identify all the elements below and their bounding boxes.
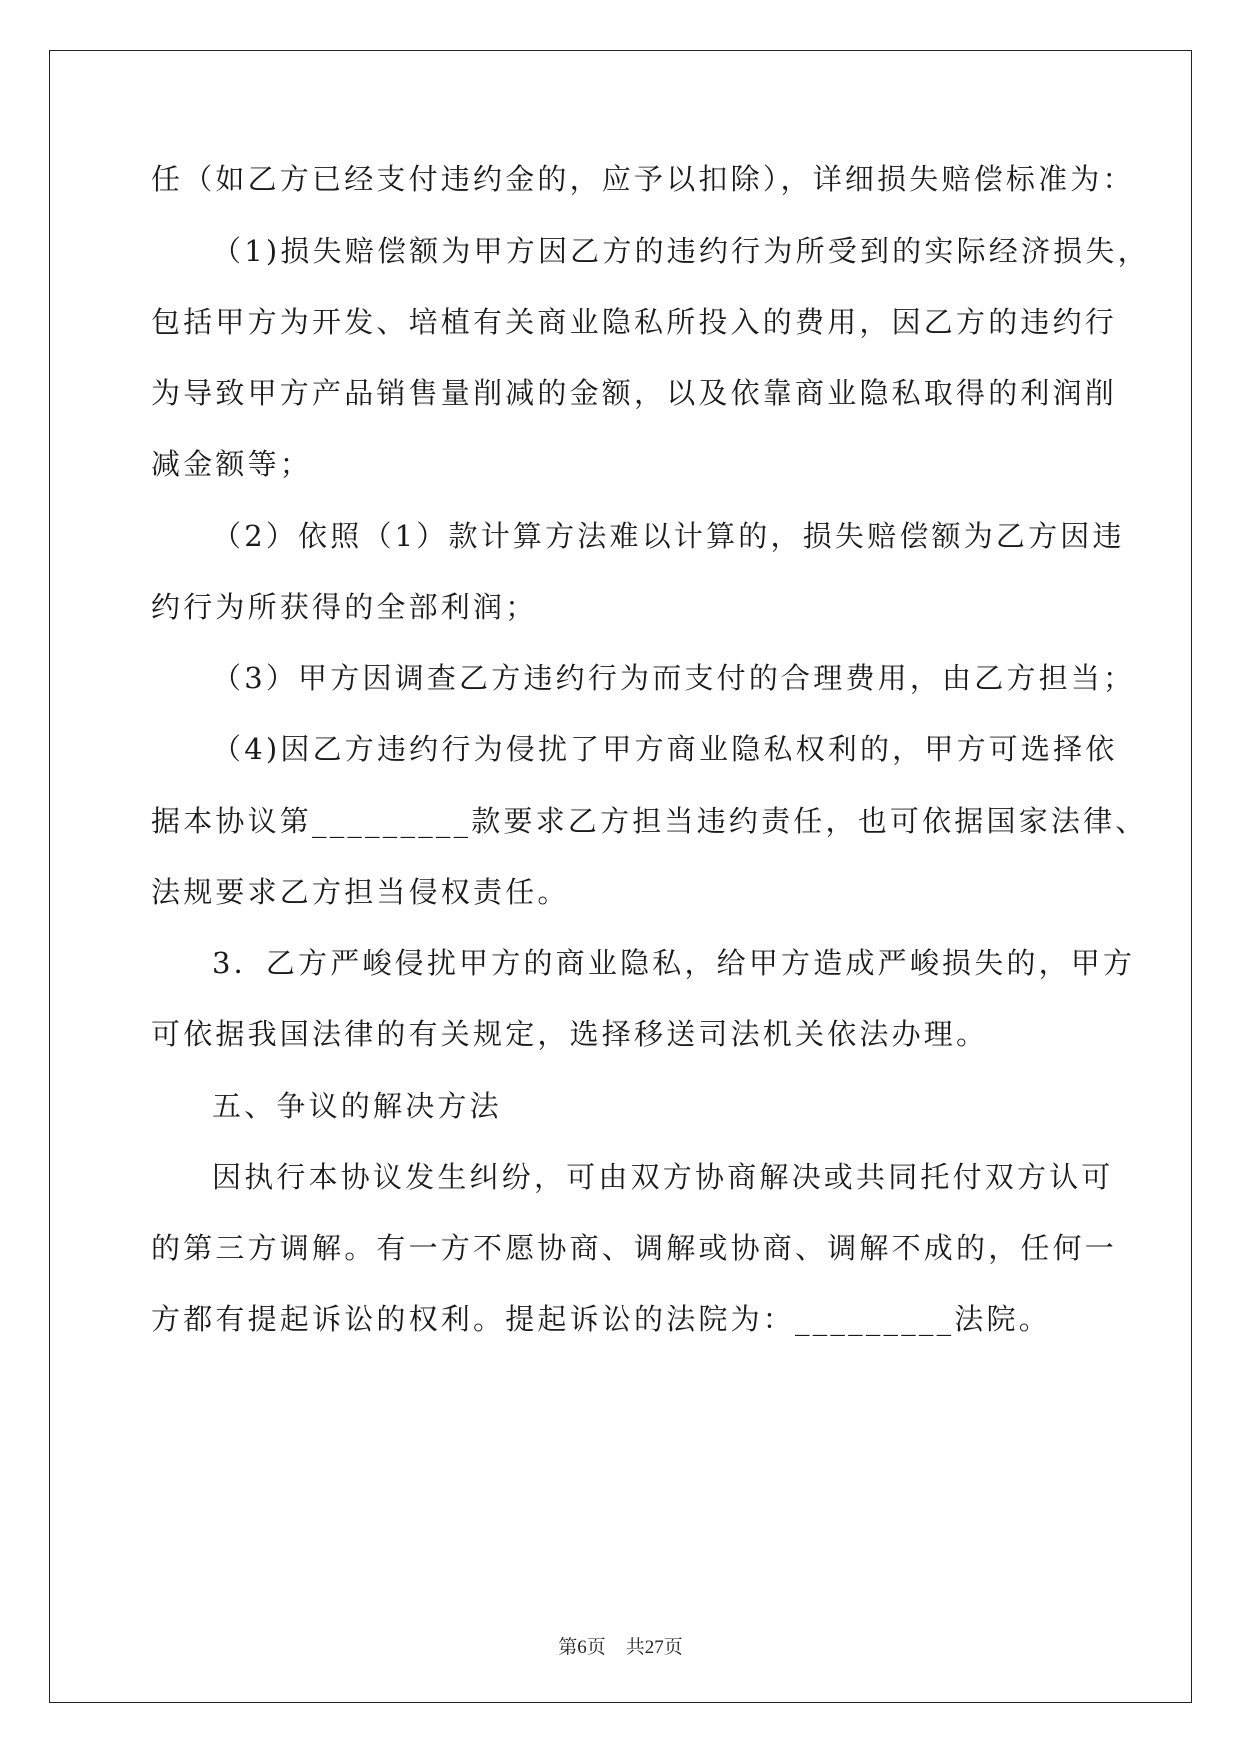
paragraph-line: 方都有提起诉讼的权利。提起诉讼的法院为：_________法院。 xyxy=(151,1302,1051,1336)
paragraph-line: 任（如乙方已经支付违约金的，应予以扣除），详细损失赔偿标准为： xyxy=(151,162,1135,196)
paragraph-line: 3．乙方严峻侵扰甲方的商业隐私，给甲方造成严峻损失的，甲方 xyxy=(212,946,1136,980)
paragraph-line: 为导致甲方产品销售量削减的金额，以及依靠商业隐私取得的利润削 xyxy=(151,376,1118,410)
paragraph-line: 包括甲方为开发、培植有关商业隐私所投入的费用，因乙方的违约行 xyxy=(151,305,1118,339)
paragraph-line: 可依据我国法律的有关规定，选择移送司法机关依法办理。 xyxy=(151,1017,989,1051)
paragraph-line: （1)损失赔偿额为甲方因乙方的违约行为所受到的实际经济损失， xyxy=(212,234,1150,268)
total-page-count: 共27页 xyxy=(625,1637,683,1658)
paragraph-line: 减金额等； xyxy=(151,447,313,481)
section-heading: 五、争议的解决方法 xyxy=(212,1089,502,1123)
paragraph-line: （4)因乙方违约行为侵扰了甲方商业隐私权利的，甲方可选择依 xyxy=(212,732,1118,766)
page-footer xyxy=(0,1632,1241,1659)
paragraph-line: 因执行本协议发生纠纷，可由双方协商解决或共同托付双方认可 xyxy=(212,1160,1114,1194)
paragraph-line: 的第三方调解。有一方不愿协商、调解或协商、调解不成的，任何一 xyxy=(151,1231,1118,1265)
paragraph-line: 法规要求乙方担当侵权责任。 xyxy=(151,875,570,909)
paragraph-line: （3）甲方因调查乙方违约行为而支付的合理费用，由乙方担当； xyxy=(212,661,1136,695)
paragraph-line: （2）依照（1）款计算方法难以计算的，损失赔偿额为乙方因违 xyxy=(212,519,1125,553)
current-page-number: 第6页 xyxy=(558,1637,606,1658)
paragraph-line: 据本协议第_________款要求乙方担当违约责任，也可依据国家法律、 xyxy=(151,804,1148,838)
paragraph-line: 约行为所获得的全部利润； xyxy=(151,590,538,624)
